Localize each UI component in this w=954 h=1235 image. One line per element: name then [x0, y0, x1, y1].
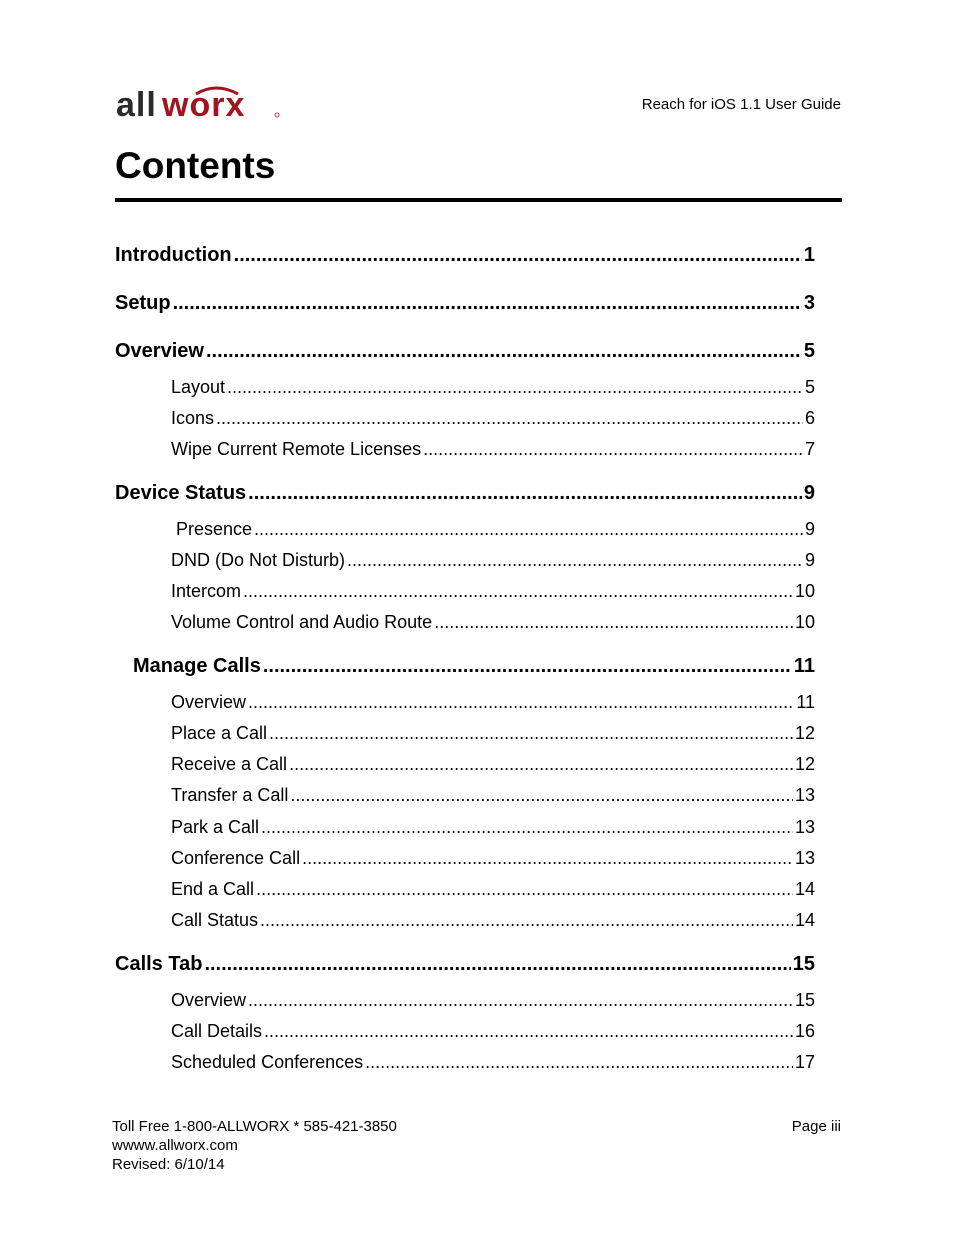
- page-number: Page iii: [791, 1118, 841, 1135]
- toc-entry-presence[interactable]: Presence ..... 9: [176, 519, 815, 540]
- footer-website: wwww.allworx.com: [112, 1137, 238, 1154]
- toc-entry-setup[interactable]: Setup ..... 3: [115, 292, 815, 315]
- toc-entry-transfer-call[interactable]: Transfer a Call ..... 13: [171, 785, 815, 806]
- toc-entry-introduction[interactable]: Introduction ..... 1: [115, 244, 815, 267]
- toc-entry-call-details[interactable]: Call Details ..... 16: [171, 1021, 815, 1042]
- toc-entry-calls-tab[interactable]: Calls Tab ..... 15: [115, 953, 815, 976]
- toc-entry-layout[interactable]: Layout ..... 5: [171, 377, 815, 398]
- toc-entry-intercom[interactable]: Intercom ..... 10: [171, 581, 815, 602]
- footer-phone: Toll Free 1-800-ALLWORX * 585-421-3850: [112, 1118, 397, 1135]
- footer-contact: [112, 1117, 397, 1174]
- toc-entry-icons[interactable]: Icons ..... 6: [171, 408, 815, 429]
- toc-entry-receive-call[interactable]: Receive a Call ..... 12: [171, 754, 815, 775]
- toc-entry-manage-calls-overview[interactable]: Overview ..... 11: [171, 692, 815, 713]
- toc-entry-manage-calls[interactable]: Manage Calls ..... 11: [133, 655, 815, 678]
- toc-entry-park-call[interactable]: Park a Call ..... 13: [171, 817, 815, 838]
- toc-entry-dnd[interactable]: DND (Do Not Disturb) ..... 9: [171, 550, 815, 571]
- toc-entry-end-call[interactable]: End a Call ..... 14: [171, 879, 815, 900]
- toc-entry-calls-tab-overview[interactable]: Overview ..... 15: [171, 990, 815, 1011]
- toc-entry-volume-control[interactable]: Volume Control and Audio Route ..... 10: [171, 612, 815, 633]
- svg-text:all: all: [116, 86, 157, 124]
- toc-entry-conference-call[interactable]: Conference Call ..... 13: [171, 848, 815, 869]
- allworx-logo: [116, 84, 286, 124]
- toc-entry-wipe-licenses[interactable]: Wipe Current Remote Licenses ..... 7: [171, 439, 815, 460]
- footer-revised: Revised: 6/10/14: [112, 1156, 225, 1173]
- toc-entry-device-status[interactable]: Device Status ..... 9: [115, 482, 815, 505]
- toc-entry-place-call[interactable]: Place a Call ..... 12: [171, 723, 815, 744]
- toc-entry-call-status[interactable]: Call Status ..... 14: [171, 910, 815, 931]
- svg-text:worx: worx: [162, 86, 246, 124]
- toc-entry-scheduled-conferences[interactable]: Scheduled Conferences ..... 17: [171, 1052, 815, 1073]
- title-divider: [115, 198, 842, 202]
- guide-title: Reach for iOS 1.1 User Guide: [641, 96, 841, 113]
- page-title: Contents: [115, 145, 276, 186]
- toc-entry-overview[interactable]: Overview ..... 5: [115, 340, 815, 363]
